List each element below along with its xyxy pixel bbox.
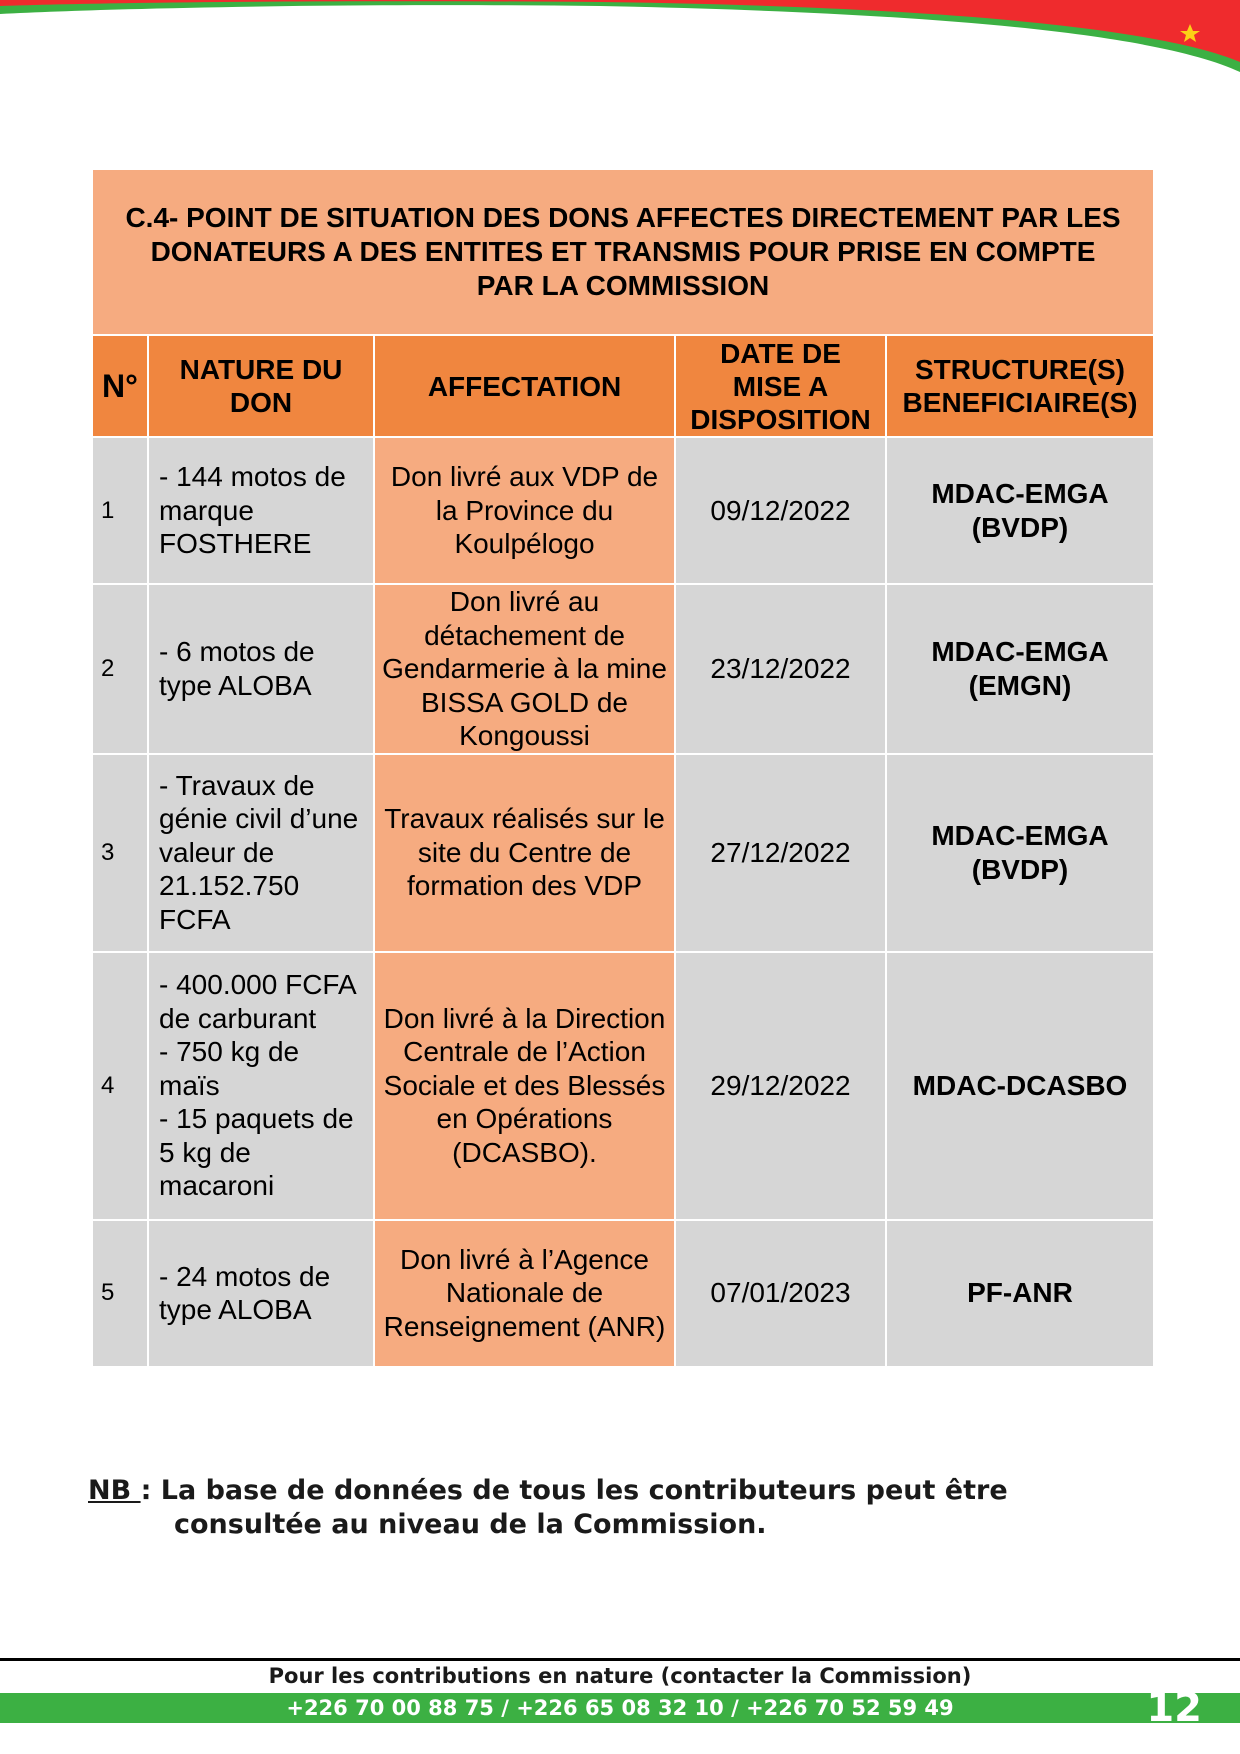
footer-phone-numbers: +226 70 00 88 75 / +226 65 08 32 10 / +226 70 52 59 49 [286,1696,954,1720]
row-beneficiaire: MDAC-EMGA (BVDP) [886,437,1154,584]
header-date: DATE DE MISE A DISPOSITION [675,335,886,437]
row-number: 5 [92,1220,148,1367]
nature-line: - 15 paquets de 5 kg de macaroni [159,1103,354,1202]
header-nature: NATURE DU DON [148,335,374,437]
nature-line: - 750 kg de maïs [159,1036,300,1101]
nb-label: NB [88,1475,141,1506]
table-header-row [92,335,1154,437]
row-date: 23/12/2022 [675,584,886,754]
row-beneficiaire: MDAC-EMGA (BVDP) [886,754,1154,952]
row-affectation: Travaux réalisés sur le site du Centre de formation des VDP [374,754,675,952]
row-beneficiaire: MDAC-EMGA (EMGN) [886,584,1154,754]
header-affectation: AFFECTATION [374,335,675,437]
row-nature [148,584,374,754]
table-title-row [92,169,1154,335]
row-date: 27/12/2022 [675,754,886,952]
row-date: 09/12/2022 [675,437,886,584]
row-affectation: Don livré au détachement de Gendarmerie à la mine BISSA GOLD de Kongoussi [374,584,675,754]
table-row [92,584,1154,754]
table-row [92,952,1154,1220]
nature-line: - 6 motos de type ALOBA [159,636,315,701]
row-number: 1 [92,437,148,584]
table-title: C.4- POINT DE SITUATION DES DONS AFFECTES DIRECTEMENT PAR LES DONATEURS A DES ENTITES ET TRANSMIS POUR PRISE EN COMPTE PAR LA COMMISSION [92,169,1154,335]
nature-line: - Travaux de génie civil d’une valeur de 21.152.750 FCFA [159,769,359,935]
table-row [92,754,1154,952]
row-number: 3 [92,754,148,952]
nature-line: - 400.000 FCFA de carburant [159,969,356,1034]
row-affectation: Don livré à l’Agence Nationale de Renseignement (ANR) [374,1220,675,1367]
donations-table-container [91,168,1153,1368]
row-affectation: Don livré à la Direction Centrale de l’Action Sociale et des Blessés en Opérations (DCASBO). [374,952,675,1220]
row-number: 4 [92,952,148,1220]
row-nature [148,437,374,584]
row-date: 29/12/2022 [675,952,886,1220]
row-nature [148,952,374,1220]
row-affectation: Don livré aux VDP de la Province du Koulpélogo [374,437,675,584]
table-row [92,1220,1154,1367]
row-number: 2 [92,584,148,754]
row-date: 07/01/2023 [675,1220,886,1367]
nb-note [88,1474,1168,1542]
page-number: 12 [1146,1685,1202,1731]
nb-text-line1: La base de données de tous les contributeurs peut être [160,1475,1008,1506]
row-nature [148,754,374,952]
donations-table [91,168,1155,1368]
nature-line: - 144 motos de marque FOSTHERE [159,461,346,560]
header-beneficiaire: STRUCTURE(S) BENEFICIAIRE(S) [886,335,1154,437]
row-nature [148,1220,374,1367]
row-beneficiaire: PF-ANR [886,1220,1154,1367]
nature-line: - 24 motos de type ALOBA [159,1260,331,1325]
flag-banner-decoration [0,0,1240,80]
nb-separator: : [140,1475,161,1506]
row-beneficiaire: MDAC-DCASBO [886,952,1154,1220]
table-row [92,437,1154,584]
footer-divider [0,1658,1240,1661]
header-no: N° [92,335,148,437]
footer-contact-text: Pour les contributions en nature (contacter la Commission) [268,1664,972,1688]
nb-text-line2: consultée au niveau de la Commission. [174,1509,767,1540]
